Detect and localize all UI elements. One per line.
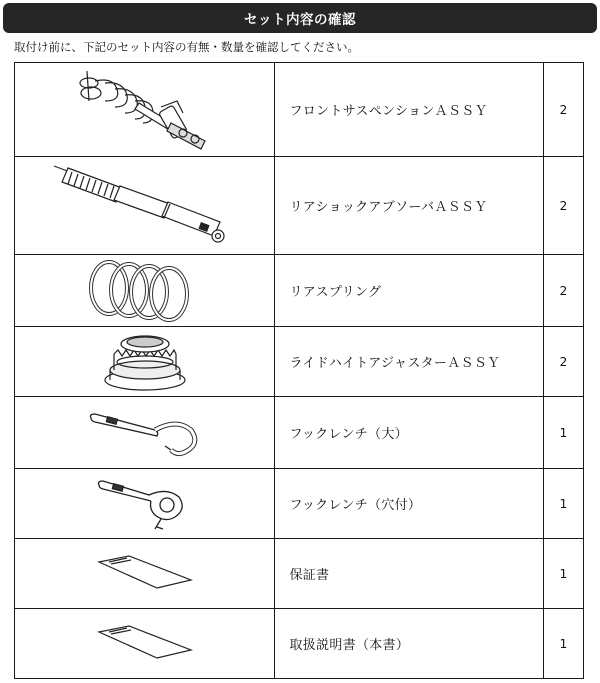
part-quantity: 2 (543, 63, 583, 157)
part-name: フロントサスペンションＡＳＳＹ (275, 63, 543, 157)
part-name: フックレンチ（大） (275, 397, 543, 469)
part-name: リアスプリング (275, 255, 543, 327)
table-row (15, 469, 584, 539)
part-image-cell (15, 327, 275, 397)
parts-table (14, 62, 584, 679)
table-row (15, 327, 584, 397)
part-name: ライドハイトアジャスターＡＳＳＹ (275, 327, 543, 397)
part-name: フックレンチ（穴付） (275, 469, 543, 539)
table-row (15, 63, 584, 157)
rear-spring-icon (85, 258, 205, 324)
part-image-cell (15, 255, 275, 327)
part-quantity: 2 (543, 255, 583, 327)
instruction-manual-icon (95, 624, 195, 664)
warranty-card-icon (95, 554, 195, 594)
table-row (15, 609, 584, 679)
part-image-cell (15, 157, 275, 255)
table-row (15, 157, 584, 255)
table-row (15, 255, 584, 327)
part-name: リアショックアブソーバＡＳＳＹ (275, 157, 543, 255)
part-image-cell (15, 397, 275, 469)
table-row (15, 397, 584, 469)
part-quantity: 1 (543, 397, 583, 469)
ride-height-adjuster-icon (100, 330, 190, 394)
part-image-cell (15, 539, 275, 609)
part-image-cell (15, 469, 275, 539)
part-quantity: 2 (543, 327, 583, 397)
part-quantity: 1 (543, 609, 583, 679)
section-header (3, 3, 597, 33)
part-image-cell (15, 609, 275, 679)
part-quantity: 1 (543, 539, 583, 609)
part-name: 保証書 (275, 539, 543, 609)
part-name: 取扱説明書（本書） (275, 609, 543, 679)
hook-wrench-large-icon (85, 408, 205, 458)
part-quantity: 2 (543, 157, 583, 255)
section-title: セット内容の確認 (244, 12, 356, 28)
table-row (15, 539, 584, 609)
hook-wrench-pin-icon (95, 477, 195, 531)
instruction-text: 取付け前に、下記のセット内容の有無・数量を確認してください。 (14, 40, 359, 54)
part-image-cell (15, 63, 275, 157)
part-quantity: 1 (543, 469, 583, 539)
rear-shock-absorber-icon (50, 160, 240, 252)
front-suspension-icon (65, 67, 225, 153)
